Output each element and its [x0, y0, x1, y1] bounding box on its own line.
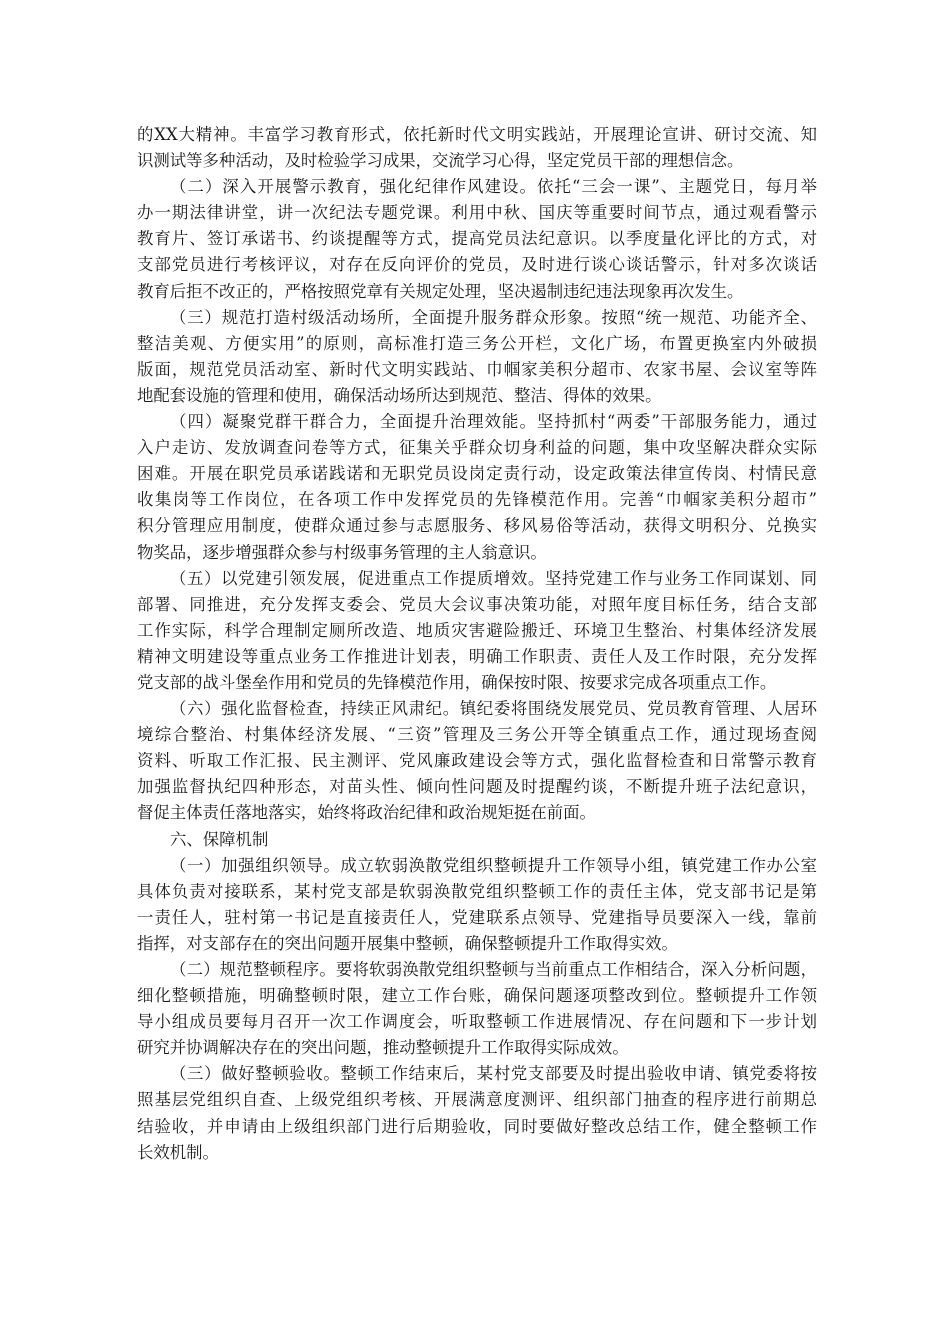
text-line: 整洁美观、方便实用”的原则，高标准打造三务公开栏，文化广场，布置更换室内外破损 [137, 333, 817, 353]
text-line: 教育片、签订承诺书、约谈提醒等方式，提高党员法纪意识。以季度量化评比的方式，对 [137, 229, 817, 249]
paragraph-heading-line: （四）凝聚党群干群合力，全面提升治理效能。坚持抓村“两委”干部服务能力，通过 [170, 412, 817, 432]
text-line: 识测试等多种活动，及时检验学习成果，交流学习心得，坚定党员干部的理想信念。 [137, 151, 744, 171]
paragraph-heading-line: （六）强化监督检查，持续正风肃纪。镇纪委将围绕发展党员、党员教育管理、人居环 [170, 699, 817, 719]
text-line: 物奖品，逐步增强群众参与村级事务管理的主人翁意识。 [137, 542, 547, 562]
text-line: 精神文明建设等重点业务工作推进计划表，明确工作职责、责任人及工作时限，充分发挥 [137, 646, 817, 666]
text-line: 部署、同推进，充分发挥支委会、党员大会议事决策功能，对照年度目标任务，结合支部 [137, 594, 817, 614]
text-line: 加强监督执纪四种形态，对苗头性、倾向性问题及时提醒约谈，不断提升班子法纪意识， [137, 777, 817, 797]
text-line: 一责任人，驻村第一书记是直接责任人，党建联系点领导、党建指导员要深入一线，靠前 [137, 907, 817, 927]
section-heading: 六、保障机制 [170, 829, 269, 849]
paragraph-heading-line: （三）规范打造村级活动场所，全面提升服务群众形象。按照“统一规范、功能齐全、 [170, 307, 817, 327]
text-line: 细化整顿措施，明确整顿时限，建立工作台账，确保问题逐项整改到位。整顿提升工作领 [137, 986, 817, 1006]
text-line: 版面，规范党员活动室、新时代文明实践站、巾帼家美积分超市、农家书屋、会议室等阵 [137, 359, 817, 379]
text-line: 结验收，并申请由上级组织部门进行后期验收，同时要做好整改总结工作，健全整顿工作 [137, 1116, 817, 1136]
text-line: 地配套设施的管理和使用，确保活动场所达到规范、整洁、得体的效果。 [137, 385, 662, 405]
text-line: 指挥，对支部存在的突出问题开展集中整顿，确保整顿提升工作取得实效。 [137, 933, 678, 953]
text-line: 境综合整治、村集体经济发展、“三资”管理及三务公开等全镇重点工作，通过现场查阅 [137, 725, 817, 745]
text-line: 导小组成员要每月召开一次工作调度会，听取整顿工作进展情况、存在问题和下一步计划 [137, 1012, 817, 1032]
text-line: 教育后拒不改正的，严格按照党章有关规定处理，坚决遏制违纪违法现象再次发生。 [137, 281, 744, 301]
text-line: 入户走访、发放调查问卷等方式，征集关乎群众切身利益的问题，集中攻坚解决群众实际 [137, 438, 817, 458]
paragraph-heading-line: （二）深入开展警示教育，强化纪律作风建设。依托“三会一课”、主题党日，每月举 [170, 177, 817, 197]
text-line: 收集岗等工作岗位，在各项工作中发挥党员的先锋模范作用。完善“巾帼家美积分超市” [137, 490, 817, 510]
document-page [137, 122, 817, 1166]
text-line: 督促主体责任落地落实，始终将政治纪律和政治规矩挺在前面。 [137, 803, 596, 823]
paragraph-heading-line: （一）加强组织领导。成立软弱涣散党组织整顿提升工作领导小组，镇党建工作办公室 [170, 855, 817, 875]
paragraph-heading-line: （二）规范整顿程序。要将软弱涣散党组织整顿与当前重点工作相结合，深入分析问题， [170, 960, 817, 979]
text-line: 研究并协调解决存在的突出问题，推动整顿提升工作取得实际成效。 [137, 1038, 629, 1058]
text-line: 积分管理应用制度，使群众通过参与志愿服务、移风易俗等活动，获得文明积分、兑换实 [137, 516, 817, 536]
text-line: 照基层党组织自查、上级党组织考核、开展满意度测评、组织部门抽查的程序进行前期总 [137, 1090, 817, 1110]
paragraph-heading-line: （五）以党建引领发展，促进重点工作提质增效。坚持党建工作与业务工作同谋划、同 [170, 568, 817, 588]
text-line: 长效机制。 [137, 1142, 219, 1162]
text-line: 办一期法律讲堂，讲一次纪法专题党课。利用中秋、国庆等重要时间节点，通过观看警示 [137, 203, 817, 223]
text-line: 支部党员进行考核评议，对存在反向评价的党员，及时进行谈心谈话警示，针对多次谈话 [137, 255, 817, 275]
text-line: 困难。开展在职党员承诺践诺和无职党员设岗定责行动，设定政策法律宣传岗、村情民意 [137, 464, 817, 484]
text-line: 党支部的战斗堡垒作用和党员的先锋模范作用，确保按时限、按要求完成各项重点工作。 [137, 672, 777, 692]
text-line: 的XX大精神。丰富学习教育形式，依托新时代文明实践站，开展理论宣讲、研讨交流、知 [137, 125, 817, 144]
text-line: 资料、听取工作汇报、民主测评、党风廉政建设会等方式，强化监督检查和日常警示教育 [137, 751, 817, 771]
text-line: 具体负责对接联系，某村党支部是软弱涣散党组织整顿工作的责任主体，党支部书记是第 [137, 881, 817, 901]
paragraph-heading-line: （三）做好整顿验收。整顿工作结束后，某村党支部要及时提出验收申请、镇党委将按 [170, 1064, 817, 1084]
text-line: 工作实际，科学合理制定厕所改造、地质灾害避险搬迁、环境卫生整治、村集体经济发展 [137, 620, 817, 640]
